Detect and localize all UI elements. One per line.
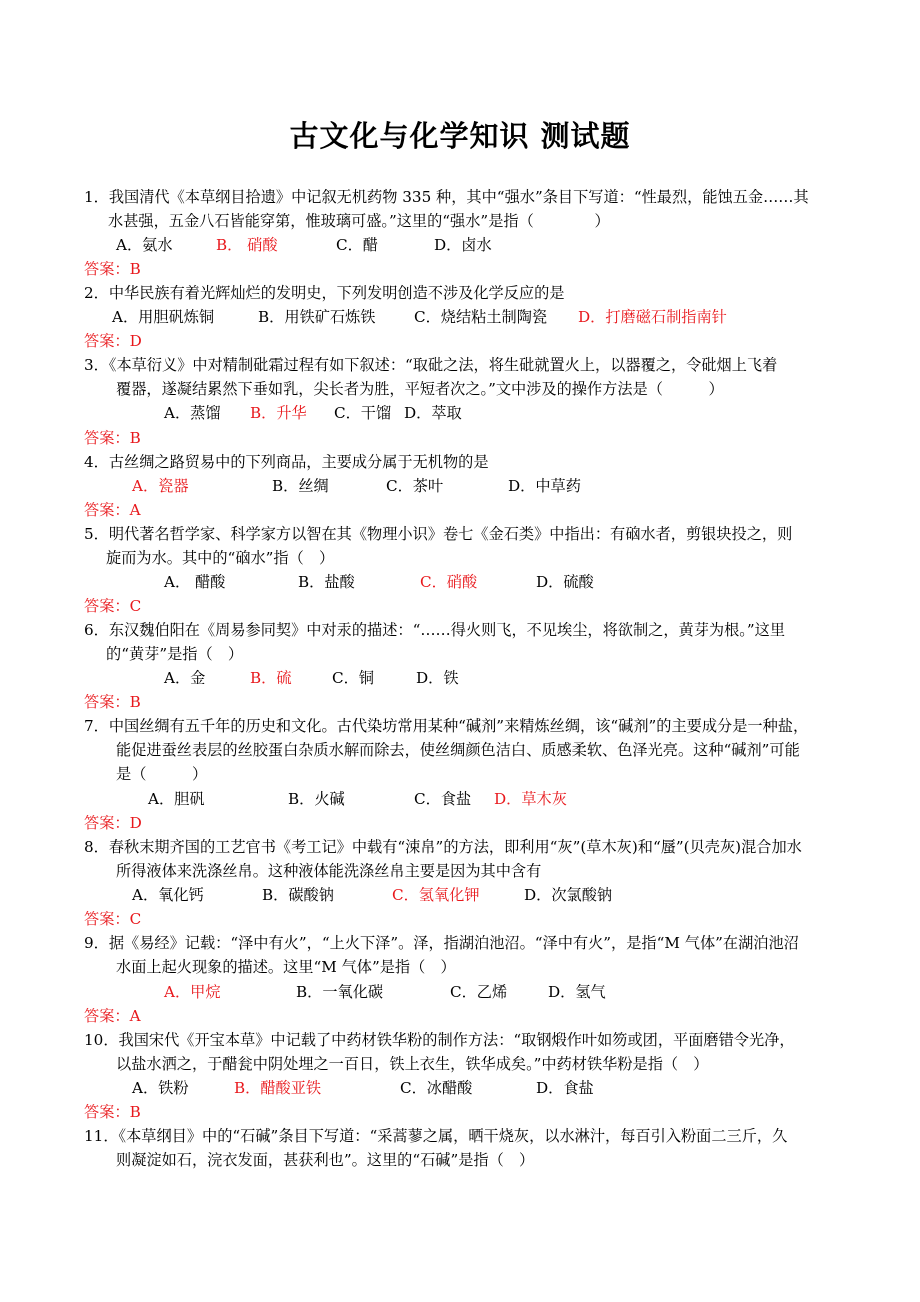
answer-label: 答案： [84, 332, 130, 350]
q7-stem-line-2: 能促进蚕丝表层的丝胶蛋白杂质水解而除去，使丝绸颜色洁白、质感柔软、色泽光亮。这种“碱剂”可能 [116, 741, 800, 759]
q7-option-d: D．草木灰 [494, 790, 567, 808]
q10-stem-line-2: 以盐水洒之，于醋瓮中阴处埋之一百日，铁上衣生，铁华成矣。”中药材铁华粉是指（ ） [116, 1055, 709, 1073]
q3-stem-line-1: 3．《本草衍义》中对精制砒霜过程有如下叙述：“取砒之法，将生砒就置火上，以器覆之，令砒烟上飞着 [84, 356, 778, 374]
q8-stem-line-2: 所得液体来洗涤丝帛。这种液体能洗涤丝帛主要是因为其中含有 [116, 862, 542, 880]
answer-label: 答案： [84, 429, 130, 447]
q6-option-d: D．铁 [416, 669, 459, 687]
q9-stem-line-2: 水面上起火现象的描述。这里“M 气体”是指（ ） [116, 958, 456, 976]
q4-option-b: B．丝绸 [272, 477, 329, 495]
q2-option-b: B．用铁矿石炼铁 [258, 308, 376, 326]
answer-value: B [129, 1103, 141, 1121]
answer-value: A [129, 1007, 141, 1025]
q8-option-a: A．氧化钙 [132, 886, 204, 904]
q6-option-c: C．铜 [332, 669, 374, 687]
answer-label: 答案： [84, 814, 130, 832]
q4-option-d: D．中草药 [508, 477, 581, 495]
q9-stem-line-1: 9．据《易经》记载：“泽中有火”，“上火下泽”。泽，指湖泊池沼。“泽中有火”，是指“M 气体”在湖泊池沼 [84, 934, 799, 952]
q9-option-a: A．甲烷 [164, 983, 221, 1001]
q6-stem-line-1: 6．东汉魏伯阳在《周易参同契》中对汞的描述：“……得火则飞，不见埃尘，将欲制之，黄芽为根。”这里 [84, 621, 786, 639]
q11-stem-line-2: 则凝淀如石，浣衣发面，甚获利也”。这里的“石碱”是指（ ） [116, 1151, 535, 1169]
q2-stem-line-1: 2．中华民族有着光辉灿烂的发明史，下列发明创造不涉及化学反应的是 [84, 284, 565, 302]
q7-stem-line-3: 是（ ） [116, 765, 208, 783]
q8-option-b: B．碳酸钠 [262, 886, 334, 904]
answer-value: C [129, 597, 142, 615]
answer-value: A [129, 501, 141, 519]
q1-option-a: A．氨水 [116, 236, 173, 254]
q8-answer [84, 909, 141, 929]
q1-stem-line-1: 1．我国清代《本草纲目拾遗》中记叙无机药物 335 种，其中“强水”条目下写道：“性最烈，能蚀五金……其 [84, 188, 809, 206]
q10-answer [84, 1102, 141, 1122]
q2-answer [84, 331, 142, 351]
q5-answer [84, 596, 141, 616]
q5-stem-line-2: 旋而为水。其中的“硇水”指（ ） [106, 549, 335, 567]
q10-option-b: B．醋酸亚铁 [234, 1079, 322, 1097]
q10-option-a: A．铁粉 [132, 1079, 189, 1097]
answer-label: 答案： [84, 1103, 130, 1121]
answer-value: B [129, 429, 141, 447]
answer-label: 答案： [84, 260, 130, 278]
answer-value: D [129, 332, 142, 350]
q3-option-b: B．升华 [250, 404, 307, 422]
answer-value: C [129, 910, 142, 928]
q7-answer [84, 813, 142, 833]
q1-option-c: C．醋 [336, 236, 378, 254]
q4-stem-line-1: 4．古丝绸之路贸易中的下列商品，主要成分属于无机物的是 [84, 453, 489, 471]
answer-label: 答案： [84, 501, 130, 519]
q4-option-a: A．瓷器 [132, 477, 189, 495]
q2-option-a: A．用胆矾炼铜 [112, 308, 215, 326]
q3-stem-line-2: 覆器，遂凝结累然下垂如乳，尖长者为胜，平短者次之。”文中涉及的操作方法是（ ） [116, 380, 724, 398]
q9-answer [84, 1006, 141, 1026]
q2-option-d: D．打磨磁石制指南针 [578, 308, 727, 326]
answer-label: 答案： [84, 597, 130, 615]
q3-answer [84, 428, 141, 448]
q6-answer [84, 692, 141, 712]
answer-label: 答案： [84, 693, 130, 711]
q10-stem-line-1: 10．我国宋代《开宝本草》中记载了中药材铁华粉的制作方法：“取钢煅作叶如笏或团，平面磨错令光净， [84, 1031, 795, 1049]
q1-option-b: B． 硝酸 [216, 236, 278, 254]
q1-option-d: D．卤水 [434, 236, 492, 254]
q5-option-c: C．硝酸 [420, 573, 478, 591]
page-title: 古文化与化学知识 测试题 [289, 119, 631, 153]
q1-answer [84, 259, 141, 279]
q11-stem-line-1: 11．《本草纲目》中的“石碱”条目下写道：“采蒿蓼之属，晒干烧灰，以水淋汁，每百引入粉面二三斤，久 [84, 1127, 788, 1145]
q10-option-d: D．食盐 [536, 1079, 594, 1097]
q2-option-c: C．烧结粘土制陶瓷 [414, 308, 548, 326]
q3-option-c: C．干馏 [334, 404, 392, 422]
q5-option-b: B．盐酸 [298, 573, 355, 591]
answer-label: 答案： [84, 1007, 130, 1025]
q4-option-c: C．茶叶 [386, 477, 444, 495]
q9-option-b: B．一氧化碳 [296, 983, 384, 1001]
answer-value: B [129, 260, 141, 278]
q1-stem-line-2: 水甚强，五金八石皆能穿第，惟玻璃可盛。”这里的“强水”是指（ ） [108, 212, 610, 230]
q3-option-d: D．萃取 [404, 404, 462, 422]
q6-option-b: B．硫 [250, 669, 292, 687]
q7-option-b: B．火碱 [288, 790, 345, 808]
q6-stem-line-2: 的“黄芽”是指（ ） [106, 645, 244, 663]
q4-answer [84, 500, 141, 520]
q7-option-a: A．胆矾 [148, 790, 205, 808]
answer-value: B [129, 693, 141, 711]
q5-option-a: A． 醋酸 [164, 573, 226, 591]
q8-stem-line-1: 8．春秋末期齐国的工艺官书《考工记》中载有“涑帛”的方法，即利用“灰”(草木灰)和“蜃”(贝壳灰)混合加水 [84, 838, 802, 856]
answer-value: D [129, 814, 142, 832]
q5-stem-line-1: 5．明代著名哲学家、科学家方以智在其《物理小识》卷七《金石类》中指出：有硇水者，剪银块投之，则 [84, 525, 793, 543]
answer-label: 答案： [84, 910, 130, 928]
q6-option-a: A．金 [164, 669, 206, 687]
q8-option-c: C．氢氧化钾 [392, 886, 480, 904]
q5-option-d: D．硫酸 [536, 573, 594, 591]
q7-option-c: C．食盐 [414, 790, 472, 808]
q9-option-d: D．氢气 [548, 983, 606, 1001]
q8-option-d: D．次氯酸钠 [524, 886, 613, 904]
q7-stem-line-1: 7．中国丝绸有五千年的历史和文化。古代染坊常用某种“碱剂”来精炼丝绸，该“碱剂”的主要成分是一种盐， [84, 717, 809, 735]
q3-option-a: A．蒸馏 [164, 404, 221, 422]
q9-option-c: C．乙烯 [450, 983, 508, 1001]
q10-option-c: C．冰醋酸 [400, 1079, 473, 1097]
